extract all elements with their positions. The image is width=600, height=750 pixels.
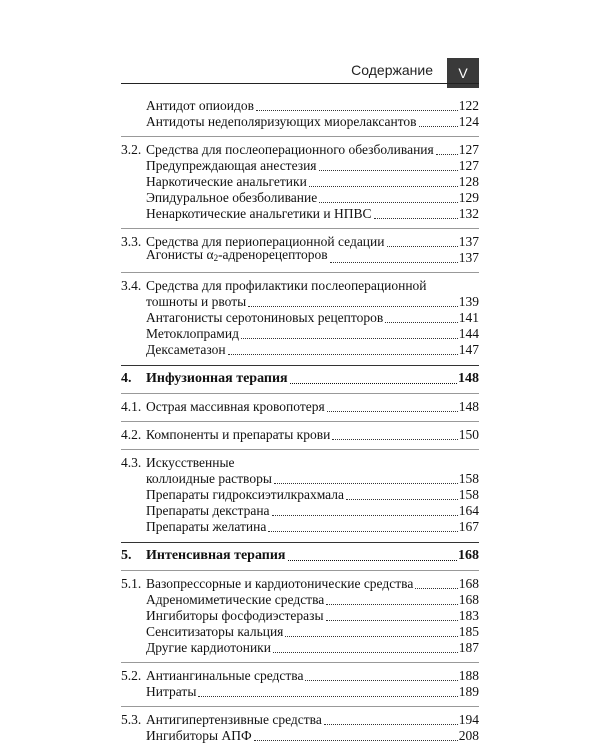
dot-leader (419, 118, 458, 127)
toc-entry[interactable] (121, 310, 479, 326)
toc-section-number: 3.4. (121, 278, 142, 293)
toc-entry-label: Препараты гидроксиэтилкрахмала (146, 487, 345, 502)
toc-section-multiline[interactable] (121, 455, 479, 471)
toc-entry-page: 189 (458, 684, 479, 699)
dot-leader (326, 596, 457, 605)
toc-entry-page: 185 (458, 624, 479, 639)
toc-section-multiline[interactable] (121, 278, 479, 294)
header-rule (121, 83, 479, 84)
toc-entry[interactable] (121, 190, 479, 206)
dot-leader (346, 491, 458, 500)
dot-leader (254, 732, 458, 741)
toc-chapter-page: 148 (458, 371, 479, 386)
toc-entry-label: Предупреждающая анестезия (146, 158, 317, 173)
toc-section-continuation[interactable] (121, 471, 479, 487)
dot-leader (198, 688, 457, 697)
toc-entry[interactable] (121, 592, 479, 608)
toc-entry-page: 168 (458, 592, 479, 607)
section-divider (121, 272, 479, 273)
toc-entry[interactable] (121, 174, 479, 190)
toc-entry-label: Ингибиторы фосфодиэстеразы (146, 608, 324, 623)
section-divider (121, 228, 479, 229)
toc-entry-page: 164 (458, 503, 479, 518)
toc-entry-page: 129 (458, 190, 479, 205)
toc-section-page: 139 (458, 294, 479, 309)
dot-leader (228, 346, 458, 355)
toc-section-label-line2: тошноты и рвоты (146, 294, 247, 309)
toc-entry-label: Нитраты (146, 684, 197, 699)
toc-entry[interactable] (121, 247, 479, 266)
toc-chapter-label: Интенсивная терапия (146, 548, 286, 563)
dot-leader (268, 523, 457, 532)
toc-section-number: 4.2. (121, 427, 142, 442)
dot-leader (248, 298, 458, 307)
toc-entry-label: Антидот опиоидов (146, 98, 254, 113)
chapter-divider (121, 542, 479, 543)
section-divider (121, 706, 479, 707)
toc-entry-page: 144 (458, 326, 479, 341)
toc-section-number: 5.3. (121, 712, 142, 727)
toc-entry-page: 122 (458, 98, 479, 113)
toc-section[interactable] (121, 399, 479, 415)
toc-section-label: Средства для периоперационной седации (146, 234, 385, 249)
toc-entry[interactable] (121, 624, 479, 640)
toc-entry-page: 141 (458, 310, 479, 325)
dot-leader (324, 716, 458, 725)
toc-chapter-page: 168 (458, 548, 479, 563)
toc-section-number: 4.3. (121, 455, 142, 470)
toc-section-label: Вазопрессорные и кардиотонические средства (146, 576, 414, 591)
toc-entry[interactable] (121, 158, 479, 174)
dot-leader (241, 330, 458, 339)
header-title: Содержание (351, 62, 433, 78)
page-number-roman: V (447, 58, 479, 88)
dot-leader (330, 254, 458, 263)
toc-chapter-number: 5. (121, 548, 132, 563)
toc-entry[interactable] (121, 640, 479, 656)
toc-section-label-line2: коллоидные растворы (146, 471, 272, 486)
toc-section-label: Антиангинальные средства (146, 668, 304, 683)
section-divider (121, 662, 479, 663)
toc-entry-page: 132 (458, 206, 479, 221)
toc-entry-label: Антагонисты серотониновых рецепторов (146, 310, 384, 325)
dot-leader (285, 628, 457, 637)
toc-entry-label: Препараты декстрана (146, 503, 270, 518)
toc-section-label-line1: Средства для профилактики послеоперационной (146, 278, 427, 293)
toc-section-page: 127 (458, 142, 479, 157)
toc-entry-label: Дексаметазон (146, 342, 226, 357)
toc-entry-label: Метоклопрамид (146, 326, 239, 341)
dot-leader (374, 210, 458, 219)
section-divider (121, 393, 479, 394)
toc-section-page: 194 (458, 712, 479, 727)
toc-section-number: 5.2. (121, 668, 142, 683)
toc-entry[interactable] (121, 728, 479, 744)
toc-section-label: Острая массивная кровопотеря (146, 399, 325, 414)
toc-entry[interactable] (121, 98, 479, 114)
subscript: 2 (213, 253, 219, 263)
toc-section-page: 188 (458, 668, 479, 683)
toc-entry-label: Ингибиторы АПФ (146, 728, 252, 743)
dot-leader (274, 475, 458, 484)
toc-section[interactable] (121, 668, 479, 684)
toc-entry-page: 127 (458, 158, 479, 173)
dot-leader (387, 238, 458, 247)
toc-section-number: 3.3. (121, 234, 142, 249)
dot-leader (319, 162, 458, 171)
toc-section-page: 158 (458, 471, 479, 486)
chapter-divider (121, 365, 479, 366)
toc-entry[interactable] (121, 503, 479, 519)
toc-section-number: 5.1. (121, 576, 142, 591)
dot-leader (288, 552, 458, 561)
toc-chapter-number: 4. (121, 371, 132, 386)
toc-entry[interactable] (121, 487, 479, 503)
dot-leader (332, 431, 457, 440)
toc-entry-page: 167 (458, 519, 479, 534)
toc-entry[interactable] (121, 608, 479, 624)
toc-section-number: 3.2. (121, 142, 142, 157)
dot-leader (327, 403, 458, 412)
toc-entry-label: Сенситизаторы кальция (146, 624, 284, 639)
toc-entry[interactable] (121, 342, 479, 358)
toc-entry-label: Адреномиметические средства (146, 592, 325, 607)
section-divider (121, 449, 479, 450)
toc-entry[interactable] (121, 684, 479, 700)
toc-section-label: Средства для послеоперационного обезболивания (146, 142, 434, 157)
toc-entry-label: Эпидуральное обезболивание (146, 190, 318, 205)
toc-entry-label: Ненаркотические анальгетики и НПВС (146, 206, 372, 221)
dot-leader (256, 102, 458, 111)
dot-leader (309, 178, 458, 187)
toc-section-number: 4.1. (121, 399, 142, 414)
toc-entry-label: Другие кардиотоники (146, 640, 271, 655)
toc-section[interactable] (121, 142, 479, 158)
toc-section-label: Антигипертензивные средства (146, 712, 322, 727)
toc-entry-page: 124 (458, 114, 479, 129)
toc-entry-page: 183 (458, 608, 479, 623)
page-header (121, 58, 479, 89)
label-part: -адренорецепторов (218, 247, 328, 262)
dot-leader (272, 507, 458, 516)
toc-section-label-line1: Искусственные (146, 455, 235, 470)
dot-leader (415, 580, 457, 589)
toc-entry[interactable] (121, 519, 479, 535)
toc-entry[interactable] (121, 326, 479, 342)
section-divider (121, 136, 479, 137)
toc-entry-page: 187 (458, 640, 479, 655)
toc-entry-page: 137 (458, 250, 479, 265)
toc-section-label: Компоненты и препараты крови (146, 427, 331, 442)
table-of-contents (121, 98, 479, 744)
toc-section-page: 168 (458, 576, 479, 591)
toc-entry-label: Наркотические анальгетики (146, 174, 307, 189)
label-part: Агонисты α (146, 247, 214, 262)
dot-leader (290, 375, 457, 384)
toc-section-continuation[interactable] (121, 294, 479, 310)
section-divider (121, 570, 479, 571)
section-divider (121, 421, 479, 422)
dot-leader (385, 314, 458, 323)
toc-entry-page: 128 (458, 174, 479, 189)
toc-entry-page: 208 (458, 728, 479, 743)
toc-chapter[interactable] (121, 371, 479, 387)
dot-leader (305, 672, 457, 681)
dot-leader (326, 612, 458, 621)
toc-entry[interactable] (121, 114, 479, 130)
dot-leader (436, 146, 458, 155)
toc-chapter-label: Инфузионная терапия (146, 371, 288, 386)
toc-entry-label: Препараты желатина (146, 519, 267, 534)
toc-entry-page: 147 (458, 342, 479, 357)
toc-section[interactable] (121, 712, 479, 728)
dot-leader (273, 644, 458, 653)
toc-entry-label: Антидоты недеполяризующих миорелаксантов (146, 114, 417, 129)
toc-chapter[interactable] (121, 548, 479, 564)
toc-entry-label (146, 247, 328, 266)
dot-leader (319, 194, 458, 203)
toc-section[interactable] (121, 427, 479, 443)
toc-section-page: 148 (458, 399, 479, 414)
toc-section[interactable] (121, 576, 479, 592)
toc-section-page: 137 (458, 234, 479, 249)
toc-section-page: 150 (458, 427, 479, 442)
toc-entry-page: 158 (458, 487, 479, 502)
toc-entry[interactable] (121, 206, 479, 222)
